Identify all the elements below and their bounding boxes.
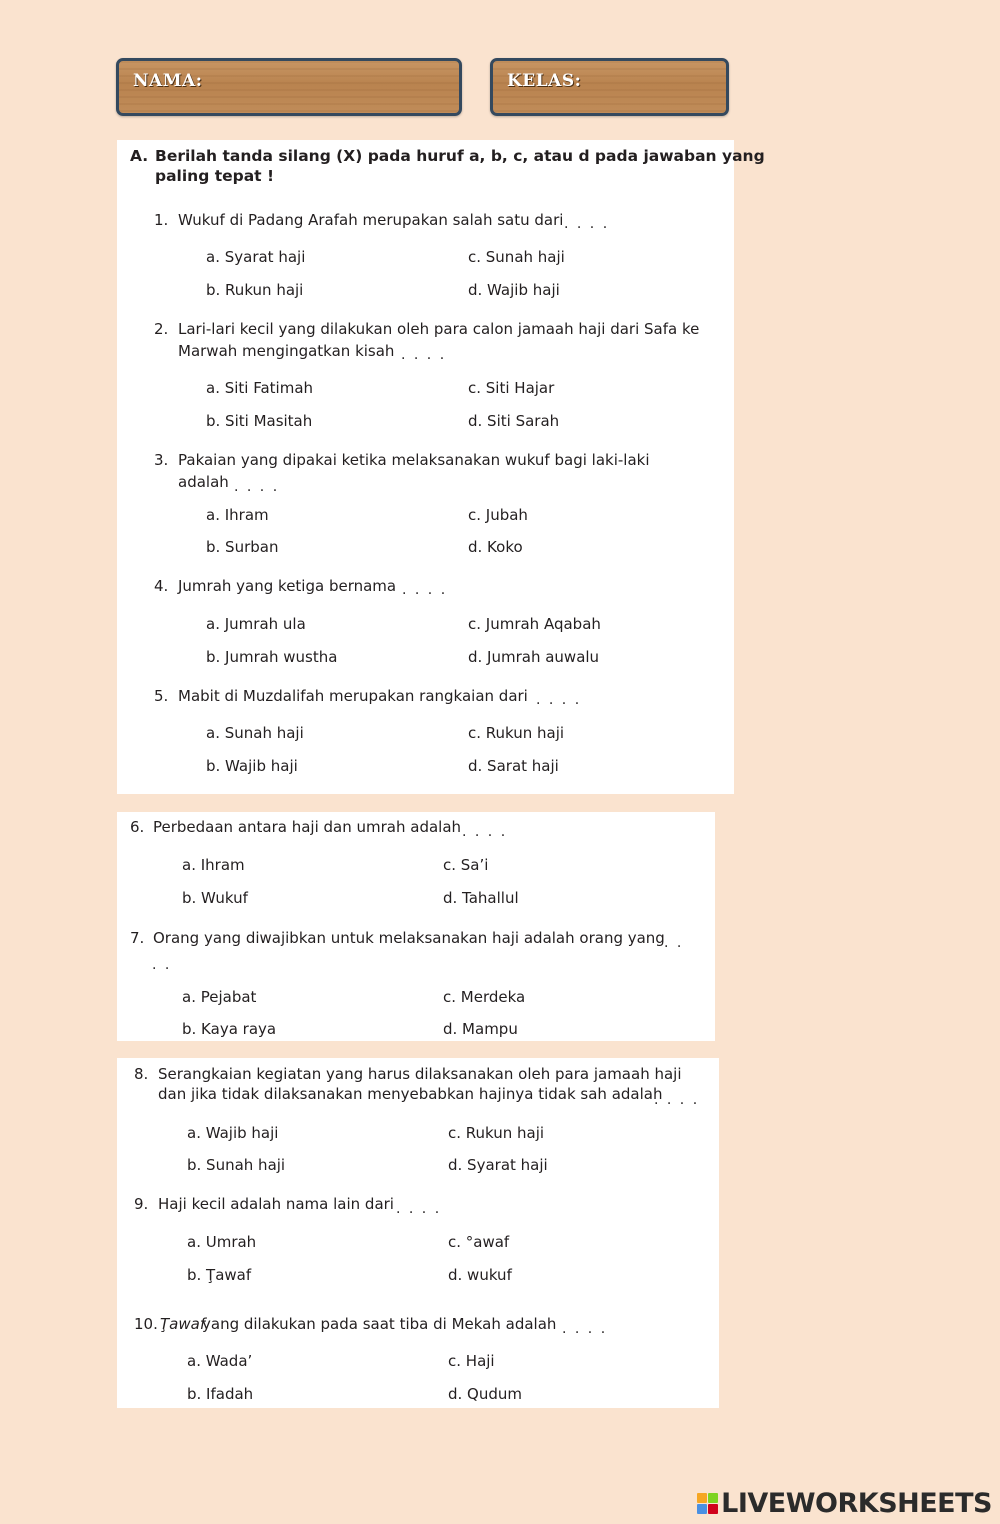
question-number: 2. (154, 320, 169, 338)
option-a[interactable]: a. Ihram (182, 856, 245, 874)
option-a[interactable]: a. Wajib haji (187, 1124, 279, 1142)
question-number: 10. (134, 1315, 158, 1333)
question-text: Orang yang diwajibkan untuk melaksanakan haji adalah orang yang (153, 929, 665, 947)
liveworksheets-logo (697, 1488, 992, 1519)
option-b[interactable]: b. Kaya raya (182, 1020, 277, 1038)
option-c[interactable]: c. Haji (448, 1352, 495, 1370)
blank-dots: . . . . (396, 1201, 442, 1217)
option-a[interactable]: a. Pejabat (182, 988, 257, 1006)
question-number: 8. (134, 1065, 149, 1083)
question-text-line-1: Pakaian yang dipakai ketika melaksanakan wukuf bagi laki-laki (178, 451, 650, 469)
option-a[interactable]: a. Wada’ (187, 1352, 253, 1370)
option-c[interactable]: c. Rukun haji (448, 1124, 545, 1142)
blank-dots: . . (664, 935, 684, 951)
question-number: 7. (130, 929, 145, 947)
question-number: 5. (154, 687, 169, 705)
question-text: Haji kecil adalah nama lain dari (158, 1195, 394, 1213)
question-text: Jumrah yang ketiga bernama (178, 577, 397, 595)
question-number: 6. (130, 818, 145, 836)
liveworksheets-icon (697, 1493, 718, 1514)
option-b[interactable]: b. Surban (206, 538, 279, 556)
question-text: Perbedaan antara haji dan umrah adalah (153, 818, 462, 836)
name-label: NAMA: (133, 71, 203, 91)
blank-dots-continued: . . (152, 957, 172, 973)
option-d[interactable]: d. Tahallul (443, 889, 519, 907)
option-d[interactable]: d. Siti Sarah (468, 412, 560, 430)
liveworksheets-wordmark: LIVEWORKSHEETS (721, 1488, 992, 1519)
option-b[interactable]: b. Wukuf (182, 889, 248, 907)
option-c[interactable]: c. Siti Hajar (468, 379, 555, 397)
question-text-line-2: dan jika tidak dilaksanakan menyebabkan hajinya tidak sah adalah (158, 1085, 663, 1103)
instruction-letter: A. (130, 147, 149, 165)
blank-dots: . . . . (654, 1092, 700, 1108)
option-d[interactable]: d. Wajib haji (468, 281, 560, 299)
blank-dots: . . . . (402, 582, 448, 598)
option-a[interactable]: a. Sunah haji (206, 724, 304, 742)
option-b[interactable]: b. Wajib haji (206, 757, 298, 775)
question-text: Wukuf di Padang Arafah merupakan salah satu dari (178, 211, 564, 229)
option-d[interactable]: d. wukuf (448, 1266, 512, 1284)
option-b[interactable]: b. Ifadah (187, 1385, 254, 1403)
option-c[interactable]: c. Jumrah Aqabah (468, 615, 601, 633)
question-text-line-2: adalah (178, 473, 229, 491)
class-label: KELAS: (507, 71, 582, 91)
option-c[interactable]: c. Sa’i (443, 856, 489, 874)
question-text-line-2: Marwah mengingatkan kisah (178, 342, 395, 360)
option-a[interactable]: a. Siti Fatimah (206, 379, 314, 397)
option-a[interactable]: a. Umrah (187, 1233, 257, 1251)
question-number: 1. (154, 211, 169, 229)
blank-dots: . . . . (562, 1321, 608, 1337)
blank-dots: . . . . (564, 216, 610, 232)
option-a[interactable]: a. Ihram (206, 506, 269, 524)
option-c[interactable]: c. Jubah (468, 506, 528, 524)
blank-dots: . . . . (462, 824, 508, 840)
option-c[interactable]: c. Merdeka (443, 988, 526, 1006)
instruction-line-1: Berilah tanda silang (X) pada huruf a, b, c, atau d pada jawaban yang (155, 147, 765, 165)
class-field[interactable] (490, 58, 729, 116)
option-c[interactable]: c. °awaf (448, 1233, 510, 1251)
option-c[interactable]: c. Sunah haji (468, 248, 565, 266)
name-field[interactable] (116, 58, 462, 116)
question-text-term: Ţawaf (160, 1315, 206, 1333)
question-number: 4. (154, 577, 169, 595)
instruction-line-2: paling tepat ! (155, 167, 275, 185)
option-d[interactable]: d. Mampu (443, 1020, 518, 1038)
option-d[interactable]: d. Qudum (448, 1385, 523, 1403)
option-b[interactable]: b. Sunah haji (187, 1156, 286, 1174)
question-text: Mabit di Muzdalifah merupakan rangkaian dari (178, 687, 528, 705)
option-c[interactable]: c. Rukun haji (468, 724, 565, 742)
option-a[interactable]: a. Jumrah ula (206, 615, 306, 633)
question-text-line-1: Serangkaian kegiatan yang harus dilaksanakan oleh para jamaah haji (158, 1065, 682, 1083)
question-number: 3. (154, 451, 169, 469)
name-input[interactable] (209, 69, 447, 105)
option-d[interactable]: d. Sarat haji (468, 757, 559, 775)
blank-dots: . . . . (234, 479, 280, 495)
question-number: 9. (134, 1195, 149, 1213)
option-b[interactable]: b. Siti Masitah (206, 412, 313, 430)
class-input[interactable] (583, 69, 714, 105)
blank-dots: . . . . (536, 692, 582, 708)
option-a[interactable]: a. Syarat haji (206, 248, 306, 266)
option-d[interactable]: d. Jumrah auwalu (468, 648, 600, 666)
option-d[interactable]: d. Syarat haji (448, 1156, 548, 1174)
option-b[interactable]: b. Ţawaf (187, 1266, 252, 1284)
blank-dots: . . . . (401, 347, 447, 363)
option-d[interactable]: d. Koko (468, 538, 523, 556)
question-text: yang dilakukan pada saat tiba di Mekah adalah (202, 1315, 557, 1333)
option-b[interactable]: b. Rukun haji (206, 281, 304, 299)
option-b[interactable]: b. Jumrah wustha (206, 648, 338, 666)
question-text-line-1: Lari-lari kecil yang dilakukan oleh para calon jamaah haji dari Safa ke (178, 320, 700, 338)
